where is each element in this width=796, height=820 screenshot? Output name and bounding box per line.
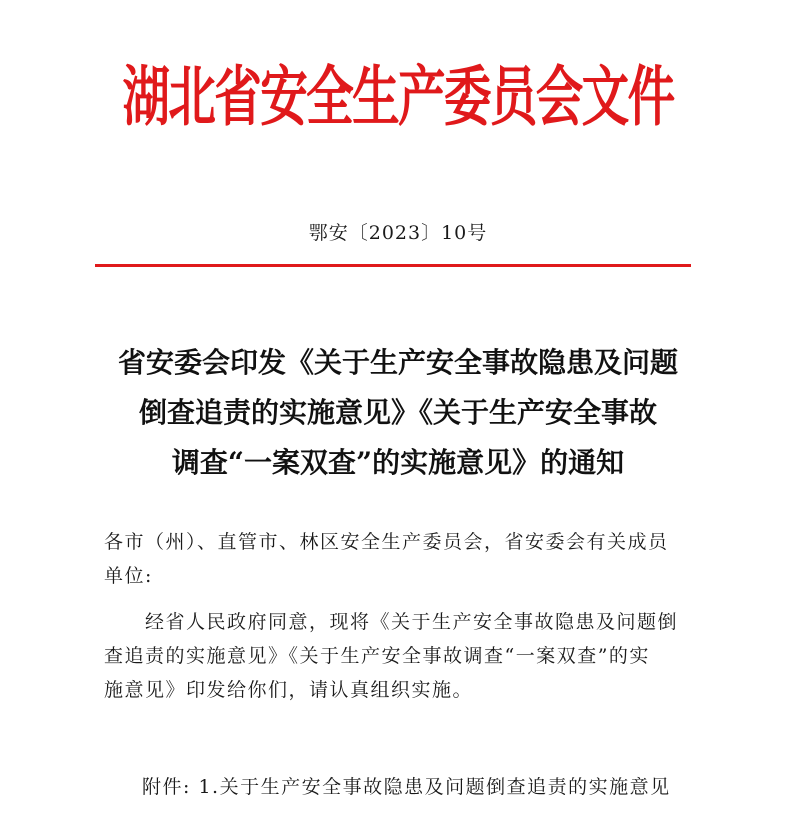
paragraph-line-2: 查追责的实施意见》《关于生产安全事故调查“一案双查”的实 (104, 645, 650, 667)
body-paragraph (104, 605, 694, 707)
recipients-line-2: 单位: (104, 565, 153, 587)
recipients-block (104, 525, 694, 593)
title-line-2: 倒查追责的实施意见》《关于生产安全事故 (138, 396, 657, 429)
document-number: 鄂安〔2023〕10号 (308, 222, 488, 244)
recipients-line-1: 各市（州）、直管市、林区安全生产委员会，省安委会有关成员 (104, 531, 669, 553)
masthead-title: 湖北省安全生产委员会文件 (122, 58, 674, 135)
red-separator-rule (95, 264, 691, 267)
document-title (60, 338, 736, 488)
paragraph-line-1: 经省人民政府同意，现将《关于生产安全事故隐患及问题倒 (104, 611, 679, 633)
attachment-line: 附件: 1.关于生产安全事故隐患及问题倒查追责的实施意见 (142, 776, 671, 798)
title-line-1: 省安委会印发《关于生产安全事故隐患及问题 (117, 346, 678, 379)
paragraph-line-3: 施意见》印发给你们，请认真组织实施。 (104, 679, 474, 701)
title-line-3: 调查“一案双查”的实施意见》的通知 (171, 446, 625, 479)
